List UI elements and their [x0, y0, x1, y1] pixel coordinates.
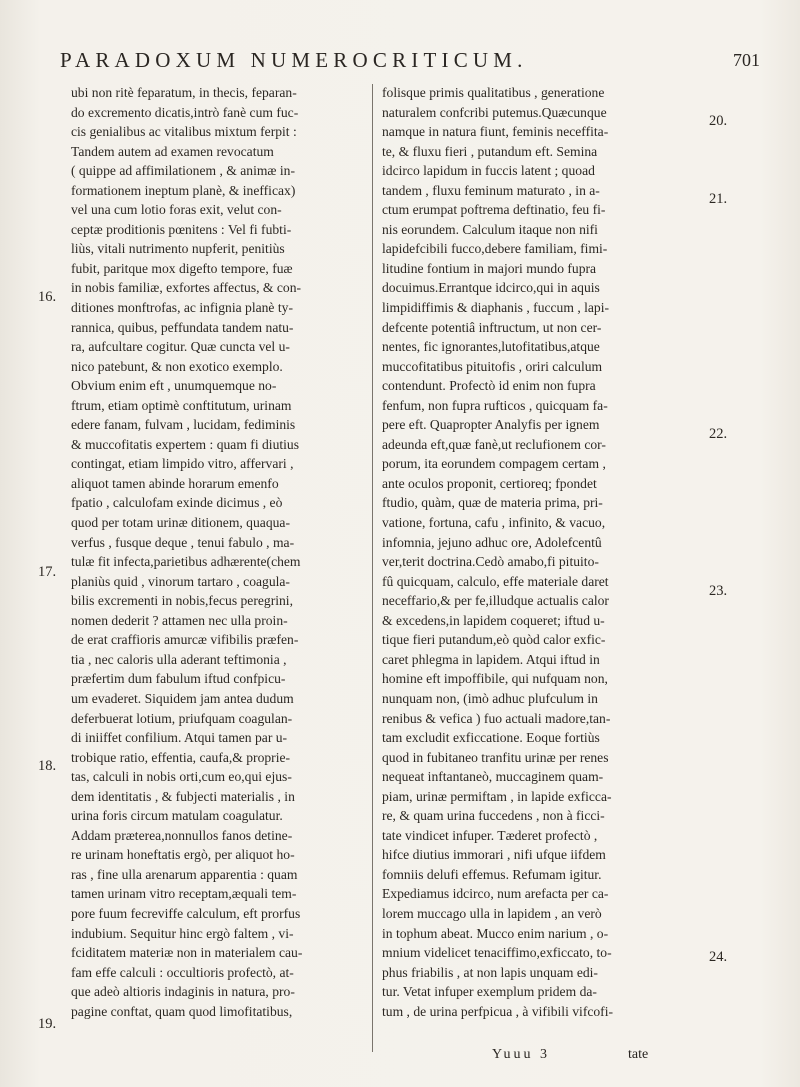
text-line: pagine conftat, quam quod limofitatibus, [71, 1003, 293, 1019]
text-line: vel una cum lotio foras exit, velut con- [71, 202, 282, 218]
text-line: tam excludit exficcatione. Eoque fortiùs [382, 730, 600, 746]
text-line: re urinam honeftatis ergò, per aliquot ho- [71, 847, 295, 863]
text-line: namque in natura fiunt, feminis neceffita- [382, 124, 609, 140]
text-line: ver,terit doctrina.Cedò amabo,fi pituito- [382, 554, 599, 570]
text-line: caret phlegma in lapidem. Atqui iftud in [382, 651, 600, 667]
text-line: tia , nec caloris ulla aderant teftimonia , [71, 651, 287, 667]
text-line: verfus , fusque deque , tenui fabulo , ma- [71, 534, 295, 550]
text-line: ( quippe ad affimilationem , & animæ in- [71, 163, 295, 179]
margin-number-21: 21. [709, 191, 728, 207]
right-text-column [382, 83, 674, 1021]
text-line: piam, urinæ permiftam , in lapide exficca- [382, 788, 612, 804]
text-line: hifce diutius immorari , nifi ufque iifdem [382, 847, 606, 863]
text-line: infomnia, jejuno adhuc ore, Adolefcentû [382, 534, 602, 550]
text-line: lorem muccago ulla in lapidem , an verò [382, 905, 602, 921]
text-line: renibus & vefica ) fuo actuali madore,tan- [382, 710, 611, 726]
text-line: in nobis familiæ, exfortes affectus, & con- [71, 280, 302, 296]
text-line: contendunt. Profectò id enim non fupra [382, 378, 596, 394]
column-divider [372, 84, 373, 1052]
text-line: do excremento dicatis,intrò fanè cum fuc- [71, 104, 299, 120]
text-line: ftudio, quàm, quæ de materia prima, pri- [382, 495, 603, 511]
text-line: litudine fontium in majori mundo fupra [382, 260, 597, 276]
text-line: nunquam non, (imò adhuc plufculum in [382, 690, 598, 706]
text-line: ubi non ritè feparatum, in thecis, feparan- [71, 85, 297, 100]
text-line: præfertim dum fabulum iftud confpicu- [71, 671, 286, 687]
text-line: in tophum abeat. Mucco enim narium , o- [382, 925, 609, 941]
text-line: ra, aufcultare cogitur. Quæ cuncta vel u- [71, 339, 290, 355]
text-line: Obvium enim eft , unumquemque no- [71, 378, 277, 394]
text-line: te, & fluxu fieri , putandum eft. Semina [382, 143, 598, 159]
catchword: tate [628, 1047, 649, 1062]
text-line: tandem , fluxu feminum maturato , in a- [382, 182, 600, 198]
text-line: de erat craffioris amurcæ vifibilis præfen- [71, 632, 299, 648]
text-line: tum , de urina perfpicua , à vifibili vifcofi- [382, 1003, 614, 1019]
margin-number-19: 19. [38, 1016, 57, 1032]
margin-number-22: 22. [709, 426, 728, 442]
text-line: contingat, etiam limpido vitro, affervari , [71, 456, 294, 472]
text-line: Expediamus idcirco, num arefacta per ca- [382, 886, 609, 902]
text-line: fam effe calculi : occultioris profectò, at- [71, 964, 294, 980]
text-line: nomen dederit ? attamen nec ulla proin- [71, 612, 288, 628]
text-line: tate vindicet infuper. Tæderet profectò , [382, 827, 598, 843]
text-line: adeunda eft,quæ fanè,ut reclufionem cor- [382, 436, 606, 452]
text-line: rannica, quibus, peffundata tandem natu- [71, 319, 294, 335]
text-line: idcirco lapidum in fuccis latent ; quoad [382, 163, 595, 179]
text-line: cis genialibus ac vitalibus mixtum ferpit : [71, 124, 297, 140]
page-header [60, 48, 760, 76]
text-line: indubium. Sequitur hinc ergò faltem , vi- [71, 925, 294, 941]
text-line: quod in fubitaneo tranfitu urinæ per renes [382, 749, 609, 765]
text-line: mnium videlicet tenaciffimo,exficcato, to- [382, 945, 612, 961]
text-line: ditiones monftrofas, ac infignia planè ty- [71, 300, 293, 316]
text-line: pere eft. Quapropter Analyfis per ignem [382, 417, 600, 433]
text-line: trobique ratio, effentia, caufa,& proprie- [71, 749, 291, 765]
text-line: dem identitatis , & fubjecti materialis , in [71, 788, 295, 804]
text-line: neceffario,& per fe,illudque actualis calor [382, 593, 609, 609]
text-line: bilis excrementi in nobis,fecus peregrini, [71, 593, 293, 609]
text-line: quod per totam urinæ ditionem, quaqua- [71, 515, 290, 531]
text-line: porum, ita eorundem compagem certam , [382, 456, 606, 472]
text-line: limpidiffimis & diaphanis , fuccum , lapi- [382, 300, 610, 316]
text-line: fû quicquam, calculo, effe materiale daret [382, 573, 609, 589]
text-line: ceptæ proditionis pœnitens : Vel fi fubti- [71, 221, 292, 237]
text-line: & muccofitatis expertem : quam fi diutius [71, 436, 300, 452]
text-line: muccofitatibus pituitofis , oriri calculum [382, 358, 603, 374]
text-line: ante oculos proponit, certioreq; fpondet [382, 475, 597, 491]
text-line: vatione, fortuna, cafu , infinito, & vacuo, [382, 515, 606, 531]
text-line: re, & quam urina fuccedens , non à ficci- [382, 808, 605, 824]
margin-number-17: 17. [38, 564, 57, 580]
text-line: fomniis delufi effemus. Refumam igitur. [382, 866, 602, 882]
text-line: defcente potentiâ inftructum, ut non cer- [382, 319, 602, 335]
text-line: di iniiffet confilium. Atqui tamen par u- [71, 730, 288, 746]
text-line: ras , fine ulla arenarum apparentia : quam [71, 866, 298, 882]
left-text-column [71, 83, 363, 1021]
text-line: homine eft impoffibile, qui nufquam non, [382, 671, 608, 687]
text-line: pore fuum fecreviffe calculum, eft prorfus [71, 905, 301, 921]
margin-number-24: 24. [709, 949, 728, 965]
text-line: fciditatem materiæ non in materialem cau- [71, 945, 303, 961]
text-line: urina foris circum matulam coagulatur. [71, 808, 283, 824]
text-line: phus friabilis , at non lapis unquam edi- [382, 964, 598, 980]
margin-number-18: 18. [38, 758, 57, 774]
text-line: que adeò altioris indaginis in natura, pro- [71, 984, 295, 1000]
text-line: nis eorundem. Calculum itaque non nifi [382, 221, 598, 237]
text-line: aliquot tamen abinde horarum emenfo [71, 475, 279, 491]
text-line: tulæ fit infecta,parietibus adhærente(chem [71, 554, 301, 570]
text-line: fpatio , calculofam exinde dicimus , eò [71, 495, 283, 511]
text-line: nentes, fic ignorantes,lutofitatibus,atque [382, 339, 600, 355]
page-number: 701 [733, 50, 760, 70]
text-line: fenfum, non fupra rufticos , quicquam fa- [382, 397, 608, 413]
text-line: formationem ineptum planè, & inefficax) [71, 182, 296, 198]
text-line: ctum erumpat poftrema deftinatio, feu fi- [382, 202, 606, 218]
text-line: tique fieri putandum,eò quòd calor exfic- [382, 632, 606, 648]
text-line: planiùs quid , vinorum tartaro , coagula- [71, 573, 290, 589]
text-line: fubit, paritque mox digefto tempore, fuæ [71, 260, 293, 276]
margin-number-20: 20. [709, 113, 728, 129]
text-line: lapidefcibili fucco,debere familiam, fimi- [382, 241, 608, 257]
text-line: tamen urinam vitro receptam,æquali tem- [71, 886, 297, 902]
text-line: edere fanam, fulvam , lucidam, fediminis [71, 417, 296, 433]
text-line: ftrum, etiam optimè conftitutum, urinam [71, 397, 292, 413]
signature-mark: Yuuu 3 [492, 1047, 551, 1062]
text-line: tas, calculi in nobis orti,cum eo,qui ejus- [71, 769, 292, 785]
text-line: Tandem autem ad examen revocatum [71, 143, 274, 159]
page-footer [382, 1047, 674, 1069]
text-line: naturalem confcribi putemus.Quæcunque [382, 104, 607, 120]
margin-number-16: 16. [38, 289, 57, 305]
text-line: folisque primis qualitatibus , generatione [382, 85, 605, 100]
text-line: nico patebunt, & non exotico exemplo. [71, 358, 283, 374]
text-line: nequeat inftantaneò, muccaginem quam- [382, 769, 604, 785]
text-line: um evaderet. Siquidem jam antea dudum [71, 690, 294, 706]
margin-number-23: 23. [709, 583, 728, 599]
running-head: PARADOXUM NUMEROCRITICUM. [60, 48, 528, 72]
text-line: deferbuerat lotium, priufquam coagulan- [71, 710, 293, 726]
text-line: liùs, vitali nutrimento nupferit, penitiùs [71, 241, 285, 257]
text-line: Addam præterea,nonnullos fanos detine- [71, 827, 293, 843]
text-line: docuimus.Errantque idcirco,qui in aquis [382, 280, 600, 296]
text-line: tur. Vetat infuper exemplum pridem da- [382, 984, 597, 1000]
text-line: & excedens,in lapidem coqueret; iftud u- [382, 612, 605, 628]
